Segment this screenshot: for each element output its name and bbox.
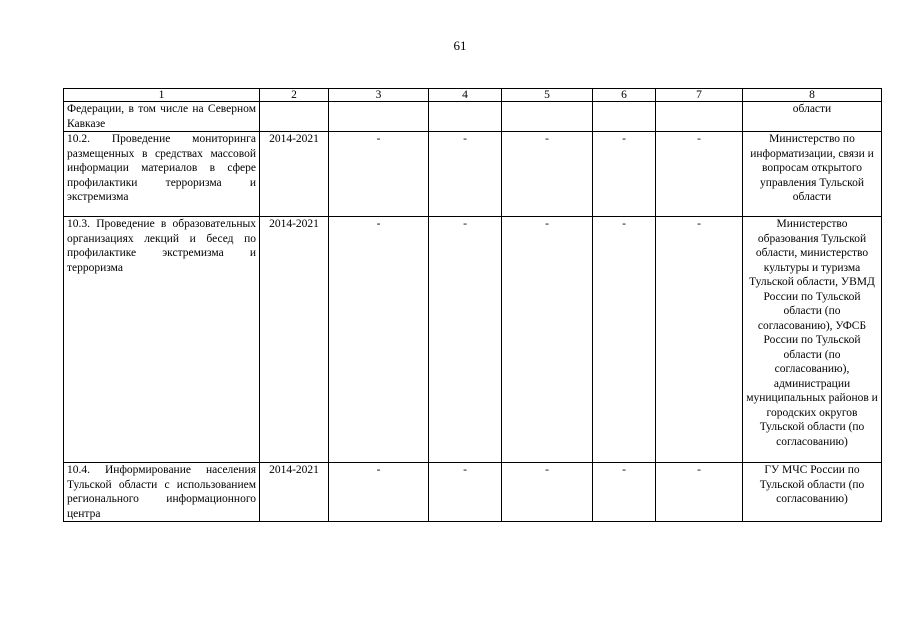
value-cell: - [656,217,743,463]
value-cell [429,102,502,132]
table-row [64,102,882,132]
activity-cell: Федерации, в том числе на Северном Кавказе [64,102,260,132]
value-cell [593,102,656,132]
value-cell: - [429,463,502,522]
column-header: 2 [260,89,329,102]
period-cell: 2014-2021 [260,132,329,217]
executor-cell: Министерство образования Тульской области, министерство культуры и туризма Тульской области, УВМД России по Тульской области (по согласованию), УФСБ России по Тульской области (по согласованию), администрации муниципальных районов и городских округов Тульской области (по согласованию) [743,217,882,463]
table-row [64,463,882,522]
executor-cell: области [743,102,882,132]
value-cell: - [502,132,593,217]
value-cell: - [656,132,743,217]
value-cell [656,102,743,132]
table-row [64,132,882,217]
table-row [64,217,882,463]
value-cell: - [329,132,429,217]
column-header: 7 [656,89,743,102]
value-cell: - [502,463,593,522]
value-cell: - [593,132,656,217]
activity-cell: 10.4. Информирование населения Тульской области с использованием регионального информационного центра [64,463,260,522]
value-cell: - [593,217,656,463]
column-header: 4 [429,89,502,102]
measures-table [63,88,882,522]
value-cell [502,102,593,132]
page-number: 61 [453,38,467,53]
executor-cell: Министерство по информатизации, связи и вопросам открытого управления Тульской области [743,132,882,217]
column-header: 5 [502,89,593,102]
column-header: 6 [593,89,656,102]
value-cell: - [429,217,502,463]
value-cell: - [593,463,656,522]
activity-cell: 10.2. Проведение мониторинга размещенных в средствах массовой информации материалов в сфере профилактики терроризма и экстремизма [64,132,260,217]
executor-cell: ГУ МЧС России по Тульской области (по согласованию) [743,463,882,522]
column-header: 3 [329,89,429,102]
period-cell: 2014-2021 [260,217,329,463]
column-header: 1 [64,89,260,102]
value-cell [329,102,429,132]
column-header: 8 [743,89,882,102]
value-cell: - [502,217,593,463]
value-cell: - [429,132,502,217]
activity-cell: 10.3. Проведение в образовательных организациях лекций и бесед по профилактике экстремизма и терроризма [64,217,260,463]
table-header-row [64,89,882,102]
value-cell: - [329,463,429,522]
period-cell [260,102,329,132]
period-cell: 2014-2021 [260,463,329,522]
value-cell: - [656,463,743,522]
value-cell: - [329,217,429,463]
